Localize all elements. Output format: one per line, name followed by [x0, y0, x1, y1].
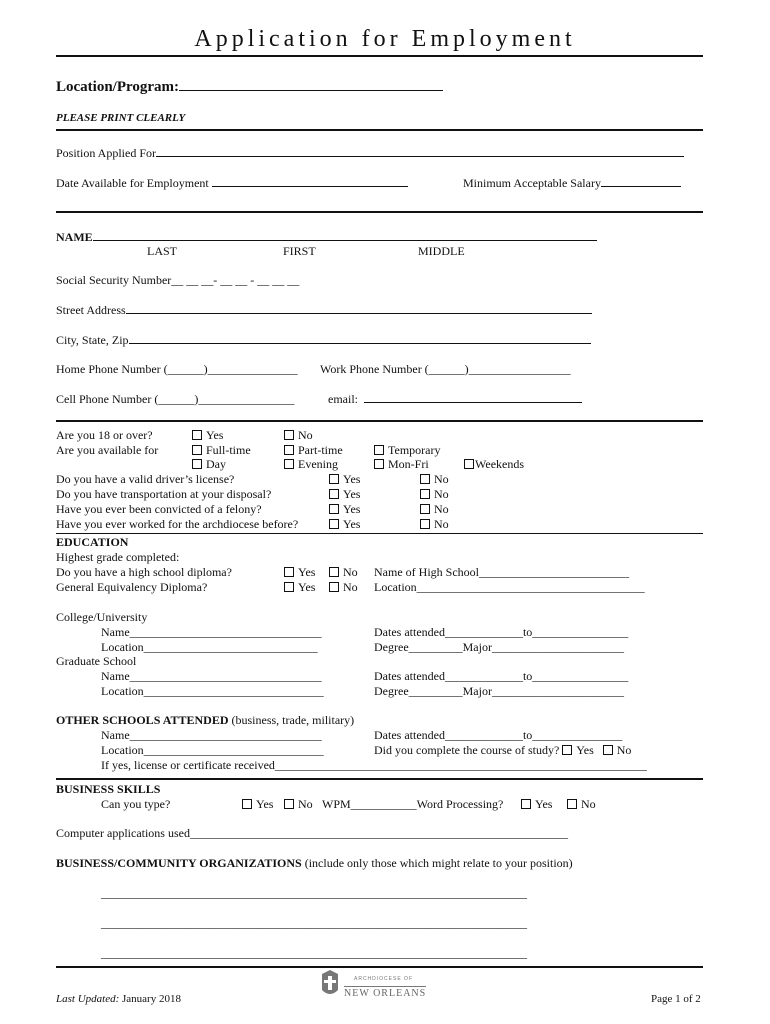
option-label: Yes — [343, 487, 361, 501]
title-rule — [56, 55, 703, 57]
option-label: No — [434, 487, 449, 501]
checkbox-icon[interactable] — [284, 459, 294, 469]
checkbox-icon[interactable] — [562, 745, 572, 755]
q-license-yes[interactable] — [329, 472, 360, 486]
checkbox-icon[interactable] — [284, 799, 294, 809]
q-ged-no[interactable] — [329, 580, 358, 594]
name-first-caption: FIRST — [283, 244, 316, 258]
checkbox-icon[interactable] — [192, 445, 202, 455]
biz-org-heading — [56, 856, 573, 870]
option-label: Yes — [343, 472, 361, 486]
checkbox-icon[interactable] — [192, 459, 202, 469]
opt-monfri[interactable] — [374, 457, 429, 471]
option-label: Yes — [298, 565, 316, 579]
wp-yes[interactable] — [521, 797, 552, 811]
q-felony-label: Have you ever been convicted of a felony? — [56, 502, 262, 516]
option-label: Mon-Fri — [388, 457, 429, 471]
education-heading: EDUCATION — [56, 535, 129, 549]
position-applied-label: Position Applied For — [56, 146, 157, 160]
computer-apps-field[interactable]: Computer applications used_______________________________________________________________ — [56, 826, 568, 840]
option-label: Temporary — [388, 443, 441, 457]
option-label: No — [298, 797, 313, 811]
q-transport-label: Do you have transportation at your disposal? — [56, 487, 272, 501]
checkbox-icon[interactable] — [329, 582, 339, 592]
opt-fulltime[interactable] — [192, 443, 251, 457]
business-skills-heading: BUSINESS SKILLS — [56, 782, 161, 796]
option-label: Day — [206, 457, 226, 471]
opt-temporary[interactable] — [374, 443, 440, 457]
complete-course-label: Did you complete the course of study? — [374, 743, 560, 757]
city-row — [56, 333, 591, 347]
min-salary-label: Minimum Acceptable Salary — [463, 176, 601, 190]
option-label: Yes — [535, 797, 553, 811]
city-label: City, State, Zip — [56, 333, 129, 347]
biz-org-line-1[interactable]: _______________________________________________________________________ — [101, 886, 527, 900]
option-label: No — [343, 565, 358, 579]
min-salary-field[interactable] — [601, 176, 681, 187]
opt-weekends[interactable] — [464, 457, 524, 471]
option-label: Full-time — [206, 443, 251, 457]
date-available-label: Date Available for Employment — [56, 176, 209, 190]
type-yes[interactable] — [242, 797, 273, 811]
name-last-caption: LAST — [147, 244, 177, 258]
license-cert-field[interactable]: If yes, license or certificate received______________________________________________________________ — [101, 758, 647, 772]
checkbox-icon[interactable] — [329, 489, 339, 499]
other-schools-heading — [56, 713, 354, 727]
college-degree-field[interactable]: Degree_________Major______________________ — [374, 640, 624, 654]
position-applied-row — [56, 146, 684, 160]
option-label: No — [343, 580, 358, 594]
grad-dates-field[interactable]: Dates attended_____________to________________ — [374, 669, 629, 683]
other-dates-field[interactable]: Dates attended_____________to_______________ — [374, 728, 623, 742]
option-label: Yes — [343, 502, 361, 516]
hs-location-field[interactable]: Location______________________________________ — [374, 580, 645, 594]
college-heading: College/University — [56, 610, 148, 624]
q-18-label: Are you 18 or over? — [56, 428, 153, 442]
complete-no[interactable] — [603, 743, 632, 757]
hs-name-field[interactable]: Name of High School_________________________ — [374, 565, 629, 579]
checkbox-icon[interactable] — [329, 519, 339, 529]
college-dates-field[interactable]: Dates attended_____________to________________ — [374, 625, 629, 639]
wp-no[interactable] — [567, 797, 596, 811]
section-rule — [56, 778, 703, 780]
email-field[interactable] — [364, 392, 582, 403]
other-name-field[interactable]: Name________________________________ — [101, 728, 322, 742]
min-salary-row — [463, 176, 681, 190]
checkbox-icon[interactable] — [284, 567, 294, 577]
section-rule — [56, 211, 703, 213]
checkbox-icon[interactable] — [420, 489, 430, 499]
checkbox-icon[interactable] — [567, 799, 577, 809]
ssn-field[interactable]: Social Security Number__ __ __- __ __ - __ __ __ — [56, 273, 300, 287]
date-available-row — [56, 176, 408, 190]
opt-evening[interactable] — [284, 457, 338, 471]
last-updated-label: Last Updated: — [56, 993, 120, 1005]
option-label: No — [434, 472, 449, 486]
option-label: Evening — [298, 457, 338, 471]
grad-location-field[interactable]: Location______________________________ — [101, 684, 324, 698]
date-available-field[interactable] — [212, 176, 408, 187]
section-rule — [56, 129, 703, 131]
other-schools-bold: OTHER SCHOOLS ATTENDED — [56, 713, 229, 727]
checkbox-icon[interactable] — [329, 504, 339, 514]
street-row — [56, 303, 592, 317]
name-row — [56, 230, 597, 244]
last-updated — [56, 992, 181, 1006]
please-print-note: PLEASE PRINT CLEARLY — [56, 112, 186, 124]
checkbox-icon[interactable] — [374, 445, 384, 455]
wpm-field[interactable]: WPM___________Word Processing? — [322, 797, 504, 811]
q-available-label: Are you available for — [56, 443, 159, 457]
checkbox-icon[interactable] — [329, 474, 339, 484]
option-label: No — [434, 502, 449, 516]
option-label: Yes — [206, 428, 224, 442]
section-rule — [56, 420, 703, 422]
street-label: Street Address — [56, 303, 126, 317]
street-field[interactable] — [126, 303, 592, 314]
q-ged-yes[interactable] — [284, 580, 315, 594]
logo-text-top: ARCHDIOCESE OF — [354, 976, 414, 982]
name-label: NAME — [56, 230, 93, 244]
opt-day[interactable] — [192, 457, 226, 471]
location-program-field[interactable] — [179, 80, 443, 91]
other-location-field[interactable]: Location______________________________ — [101, 743, 324, 757]
q-hs-diploma-label: Do you have a high school diploma? — [56, 565, 232, 579]
location-program-text: Location/Program: — [56, 79, 180, 95]
email-row — [328, 392, 582, 406]
option-label: Yes — [576, 743, 594, 757]
grad-heading: Graduate School — [56, 654, 137, 668]
q-transport-no[interactable] — [420, 487, 449, 501]
archdiocese-logo — [318, 968, 428, 1004]
complete-yes[interactable] — [562, 743, 593, 757]
q-archdiocese-yes[interactable] — [329, 517, 360, 531]
q-archdiocese-label: Have you ever worked for the archdiocese before? — [56, 517, 299, 531]
checkbox-icon[interactable] — [374, 459, 384, 469]
option-label: Part-time — [298, 443, 343, 457]
section-rule — [56, 533, 703, 534]
cell-phone-field[interactable]: Cell Phone Number (______)________________ — [56, 392, 295, 406]
can-type-label: Can you type? — [101, 797, 171, 811]
option-label: Yes — [256, 797, 274, 811]
checkbox-icon[interactable] — [521, 799, 531, 809]
location-program-label — [56, 78, 443, 96]
option-label: Yes — [298, 580, 316, 594]
checkbox-icon[interactable] — [284, 430, 294, 440]
checkbox-icon[interactable] — [420, 474, 430, 484]
last-updated-value: January 2018 — [122, 993, 181, 1005]
page-number: Page 1 of 2 — [651, 993, 701, 1005]
complete-course-row — [374, 743, 631, 757]
q-archdiocese-no[interactable] — [420, 517, 449, 531]
biz-org-bold: BUSINESS/COMMUNITY ORGANIZATIONS — [56, 856, 302, 870]
q-felony-no[interactable] — [420, 502, 449, 516]
q-18-yes[interactable] — [192, 428, 223, 442]
type-no[interactable] — [284, 797, 313, 811]
college-name-field[interactable]: Name________________________________ — [101, 625, 322, 639]
opt-parttime[interactable] — [284, 443, 343, 457]
page-title: Application for Employment — [194, 26, 576, 52]
logo-text-main: NEW ORLEANS — [344, 988, 427, 999]
email-label: email: — [328, 392, 358, 406]
q-license-label: Do you have a valid driver’s license? — [56, 472, 235, 486]
biz-org-line-3[interactable]: _______________________________________________________________________ — [101, 946, 527, 960]
name-middle-caption: MIDDLE — [418, 244, 465, 258]
biz-org-note: (include only those which might relate to your position) — [301, 856, 573, 870]
q-license-no[interactable] — [420, 472, 449, 486]
q-felony-yes[interactable] — [329, 502, 360, 516]
option-label: No — [434, 517, 449, 531]
grad-degree-field[interactable]: Degree_________Major______________________ — [374, 684, 624, 698]
name-field[interactable] — [93, 230, 597, 241]
checkbox-icon[interactable] — [242, 799, 252, 809]
option-label: No — [298, 428, 313, 442]
q-transport-yes[interactable] — [329, 487, 360, 501]
checkbox-icon[interactable] — [329, 567, 339, 577]
q-ged-label: General Equivalency Diploma? — [56, 580, 208, 594]
option-label: No — [616, 743, 632, 757]
q-hs-no[interactable] — [329, 565, 358, 579]
checkbox-icon[interactable] — [420, 519, 430, 529]
option-label: No — [581, 797, 596, 811]
college-location-field[interactable]: Location_____________________________ — [101, 640, 318, 654]
highest-grade-label: Highest grade completed: — [56, 550, 180, 564]
biz-org-line-2[interactable]: _______________________________________________________________________ — [101, 916, 527, 930]
home-phone-field[interactable]: Home Phone Number (______)_______________ — [56, 362, 298, 376]
checkbox-icon[interactable] — [284, 582, 294, 592]
grad-name-field[interactable]: Name________________________________ — [101, 669, 322, 683]
option-label: Yes — [343, 517, 361, 531]
city-field[interactable] — [129, 333, 591, 344]
checkbox-icon[interactable] — [192, 430, 202, 440]
checkbox-icon[interactable] — [420, 504, 430, 514]
checkbox-icon[interactable] — [284, 445, 294, 455]
q-hs-yes[interactable] — [284, 565, 315, 579]
other-schools-note: (business, trade, military) — [228, 713, 355, 727]
checkbox-icon[interactable] — [603, 745, 613, 755]
checkbox-icon[interactable] — [464, 459, 474, 469]
work-phone-field[interactable]: Work Phone Number (______)_________________ — [320, 362, 571, 376]
option-label: Weekends — [475, 457, 525, 471]
q-18-no[interactable] — [284, 428, 313, 442]
position-applied-field[interactable] — [156, 146, 684, 157]
